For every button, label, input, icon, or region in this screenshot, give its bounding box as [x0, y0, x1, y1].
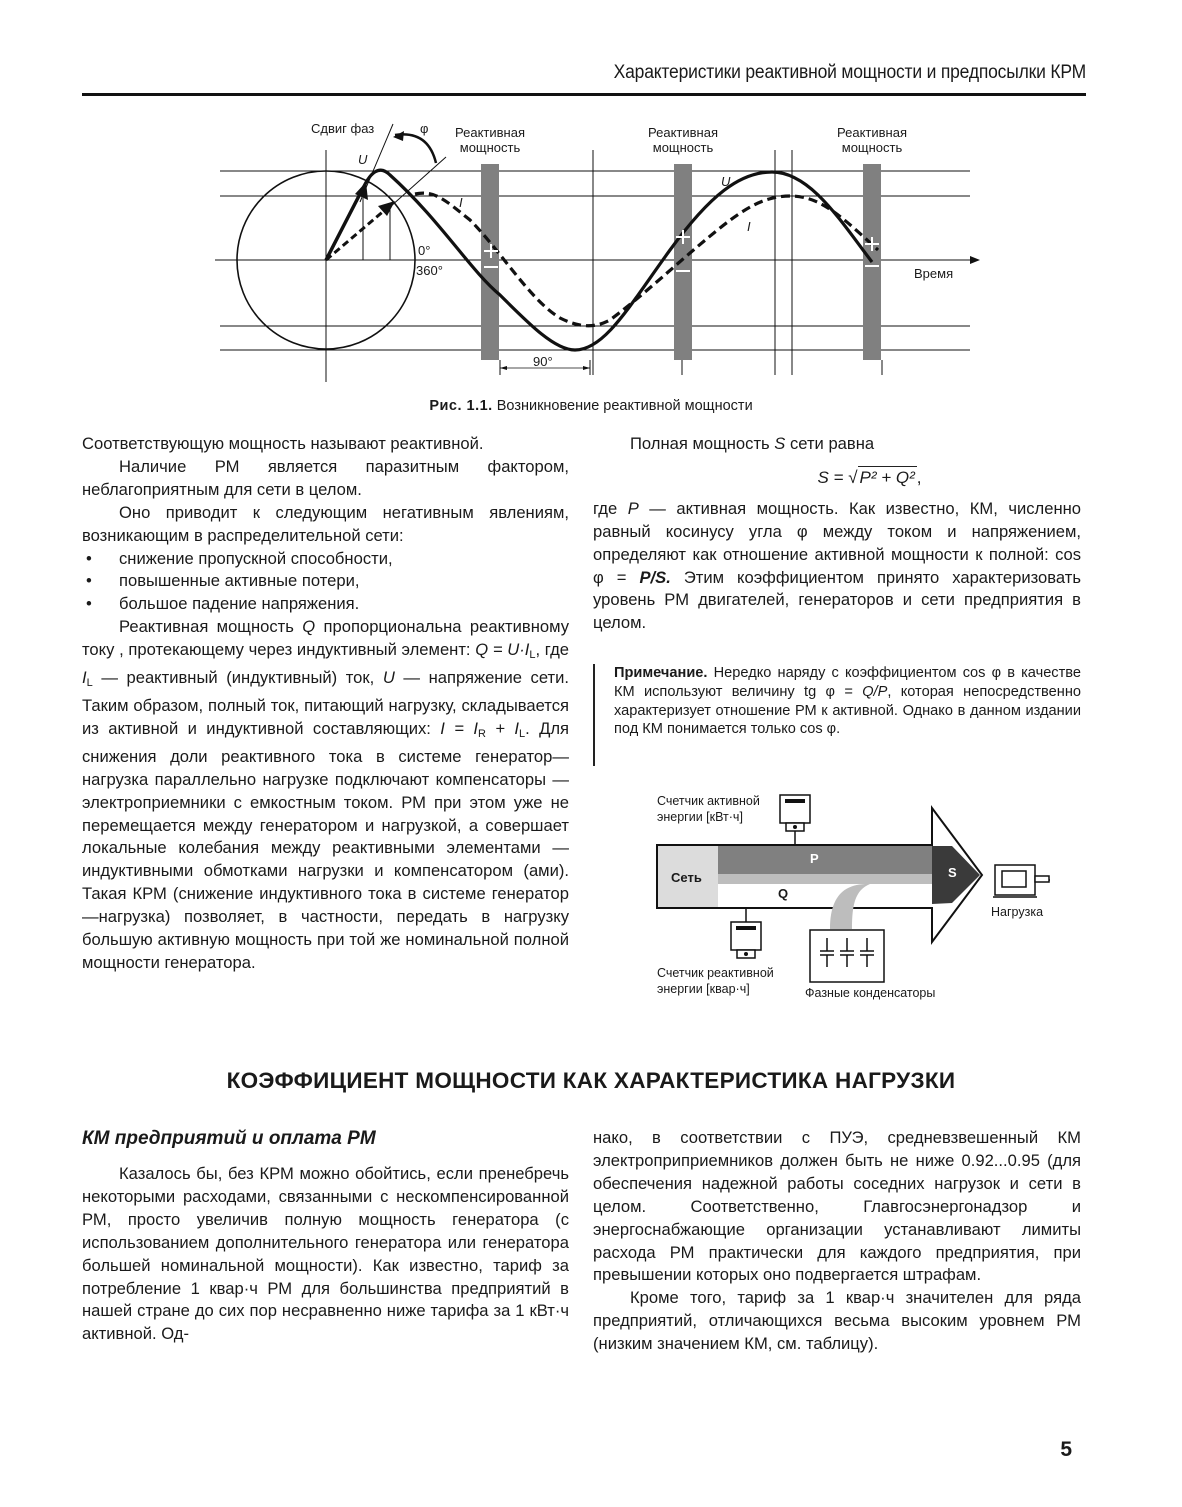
apparent-power-formula: S = √ P² + Q² ,	[658, 466, 1081, 490]
label-network: Сеть	[671, 870, 702, 885]
figure-reactive-power-origin	[200, 110, 990, 390]
paragraph: где P — активная мощность. Как известно, КМ, численно равный косинусу угла φ между током и напряжением, определяют как отношение активной мощности к полной: cos φ = P/S. Этим коэффициентом принято характеризовать уровень РМ двигателей, генераторов и сети предприятия в целом.	[593, 498, 1081, 633]
label-load: Нагрузка	[991, 905, 1044, 919]
label-reactive-meter: Счетчик реактивной энергии [квар·ч]	[657, 966, 774, 996]
label-reactive-2: Реактивная мощность	[648, 125, 718, 155]
section-title: КОЭФФИЦИЕНТ МОЩНОСТИ КАК ХАРАКТЕРИСТИКА НАГРУЗКИ	[226, 1068, 956, 1093]
label-I-curve: I	[459, 195, 463, 210]
label-U-circle: U	[358, 152, 368, 167]
page-number: 5	[1060, 1438, 1072, 1461]
label-Q: Q	[778, 886, 789, 901]
paragraph: Полная мощность S сети равна	[630, 434, 875, 453]
right-column	[593, 433, 1081, 635]
label-reactive-1: Реактивная мощность	[455, 125, 525, 155]
running-header: Характеристики реактивной мощности и предпосылки КРМ	[613, 62, 1086, 83]
section-right-column	[593, 1127, 1081, 1356]
label-phi: φ	[420, 121, 429, 136]
figure1-caption: Рис. 1.1. Возникновение реактивной мощности	[429, 398, 753, 414]
list-item: • повышенные активные потери,	[82, 570, 569, 593]
paragraph: нако, в соответствии с ПУЭ, средневзвешенный КМ электроприприемников должен быть не ниже 0.92...0.95 (для обеспечения надежной работы соседних нагрузок и сети в целом. Соответственно, Главгосэнергонадзор и энергоснабжающие организации устанавливают лимиты расхода РМ практически для каждого предприятия, при превышении которых оно подвергается штрафам.	[593, 1128, 1081, 1285]
label-phase-shift: Сдвиг фаз	[311, 121, 375, 136]
paragraph: Казалось бы, без КРМ можно обойтись, если пренебречь некоторыми расходами, связанными с нескомпенсированной РМ, просто увеличив полную мощность генератора (с использованием дополнительного генератора или генератора большей номинальной мощности). Как известно, тариф за потребление 1 квар·ч РМ для большинства предприятий в нашей стране до сих пор несравненно ниже тарифа за 1 кВт·ч активной. Од-	[82, 1164, 569, 1344]
paragraph: Соответствующую мощность называют реактивной.	[82, 434, 484, 453]
header-rule	[82, 93, 1086, 96]
label-U-curve: U	[721, 174, 731, 189]
section-left-column	[82, 1163, 569, 1346]
paragraph: Наличие РМ является паразитным фактором, неблагоприятным для сети в целом.	[82, 456, 569, 499]
figure-power-flow-diagram	[640, 775, 1080, 1015]
label-S: S	[948, 865, 957, 880]
note-box: Примечание. Нередко наряду с коэффициентом cos φ в качестве КМ используют величину tg φ = Q/P, которая непосредственно характеризует отношение РМ к активной. Однако в данном издании под КМ понимается только cos φ.	[593, 664, 1081, 766]
paragraph: Кроме того, тариф за 1 квар·ч значителен для ряда предприятий, отличающихся весьма высоким уровнем РМ (низким значением КМ, см. таблицу).	[593, 1288, 1081, 1354]
paragraph: Оно приводит к следующим негативным явлениям, возникающим в распределительной сети:	[82, 502, 569, 545]
list-item: • большое падение напряжения.	[82, 593, 569, 616]
label-0deg: 0°	[418, 243, 431, 258]
label-360deg: 360°	[416, 263, 443, 278]
paragraph: Реактивная мощность Q пропорциональна реактивному току , протекающему через индуктивный элемент: $Q = U\cdot I_L$, где $I_L$ — реактивный (индуктивный) ток, U — напряжение сети. Таким образом, полный ток, питающий нагрузку, складывается из активной и индуктивной составляющих: $I = I_R + I_L$. Для снижения доли реактивного тока в системе генератор—нагрузка параллельно нагрузке подключают компенсаторы — электроприемники с емкостным током. РМ при этом уже не перемещается между генератором и нагрузкой, а совершает локальные колебания между реактивными элементами — индуктивными обмотками нагрузки и компенсатором (ами). Такая КРМ (снижение индуктивного тока в системе генератор—нагрузка) позволяет, в частности, передать в нагрузку большую активную мощность при той же номинальной полной мощности генератора.	[82, 617, 569, 972]
label-90deg: 90°	[533, 354, 553, 369]
label-P: P	[810, 851, 819, 866]
label-capacitors: Фазные конденсаторы	[805, 986, 936, 1000]
label-I-curve-2: I	[747, 219, 751, 234]
label-time: Время	[914, 266, 954, 281]
left-column	[82, 433, 569, 975]
negative-effects-list	[82, 548, 569, 617]
list-item: • снижение пропускной способности,	[82, 548, 569, 571]
subsection-title: КМ предприятий и оплата РМ	[82, 1128, 376, 1149]
label-active-meter: Счетчик активной энергии [кВт·ч]	[657, 794, 760, 824]
label-reactive-3: Реактивная мощность	[837, 125, 907, 155]
